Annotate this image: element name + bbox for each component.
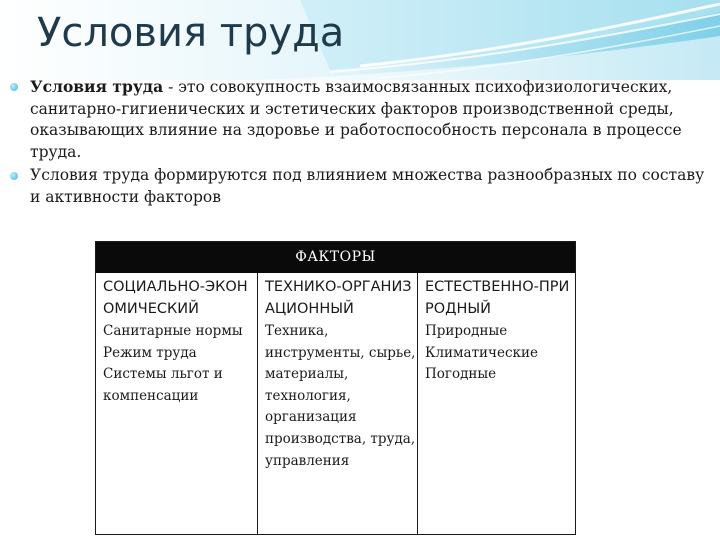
list-item: Погодные: [425, 366, 497, 383]
bullet-icon: [10, 172, 18, 180]
column-technical-organizational: [257, 273, 417, 534]
column-heading: ЕСТЕСТВЕННО-ПРИРОДНЫЙ: [425, 279, 570, 317]
column-heading: ТЕХНИКО-ОРГАНИЗАЦИОННЫЙ: [265, 279, 412, 317]
bullet-term: Условия труда: [30, 77, 164, 96]
table-columns: [96, 273, 575, 534]
factors-table: [95, 241, 576, 535]
page-title: Условия труда: [37, 10, 345, 56]
bullet-list: [8, 76, 712, 210]
table-header: ФАКТОРЫ: [96, 242, 575, 273]
list-item: Режим труда: [103, 344, 197, 361]
list-item: Техника, инструменты, сырье, материалы, технология, организация производства, труда, управления: [265, 323, 416, 469]
bullet-text: Условия труда формируются под влиянием множества разнообразных по составу и активности факторов: [30, 166, 705, 206]
column-items: [425, 321, 575, 386]
column-items: [103, 321, 257, 407]
column-socio-economic: [96, 273, 257, 534]
column-heading: СОЦИАЛЬНО-ЭКОНОМИЧЕСКИЙ: [103, 279, 248, 317]
column-items: [265, 321, 417, 472]
list-item: Климатические: [425, 344, 538, 361]
bullet-icon: [10, 83, 18, 91]
bullet-factors: [8, 165, 712, 208]
column-natural: [417, 273, 575, 534]
list-item: Природные: [425, 323, 508, 339]
list-item: Системы льгот и компенсации: [103, 366, 223, 404]
list-item: Санитарные нормы: [103, 323, 243, 339]
bullet-text: - это совокупность взаимосвязанных психофизиологических, санитарно-гигиенических и эстетических факторов производственной среды, оказывающих влияние на здоровье и работоспособность персонала в процессе труда.: [30, 78, 682, 161]
bullet-definition: [8, 76, 712, 163]
